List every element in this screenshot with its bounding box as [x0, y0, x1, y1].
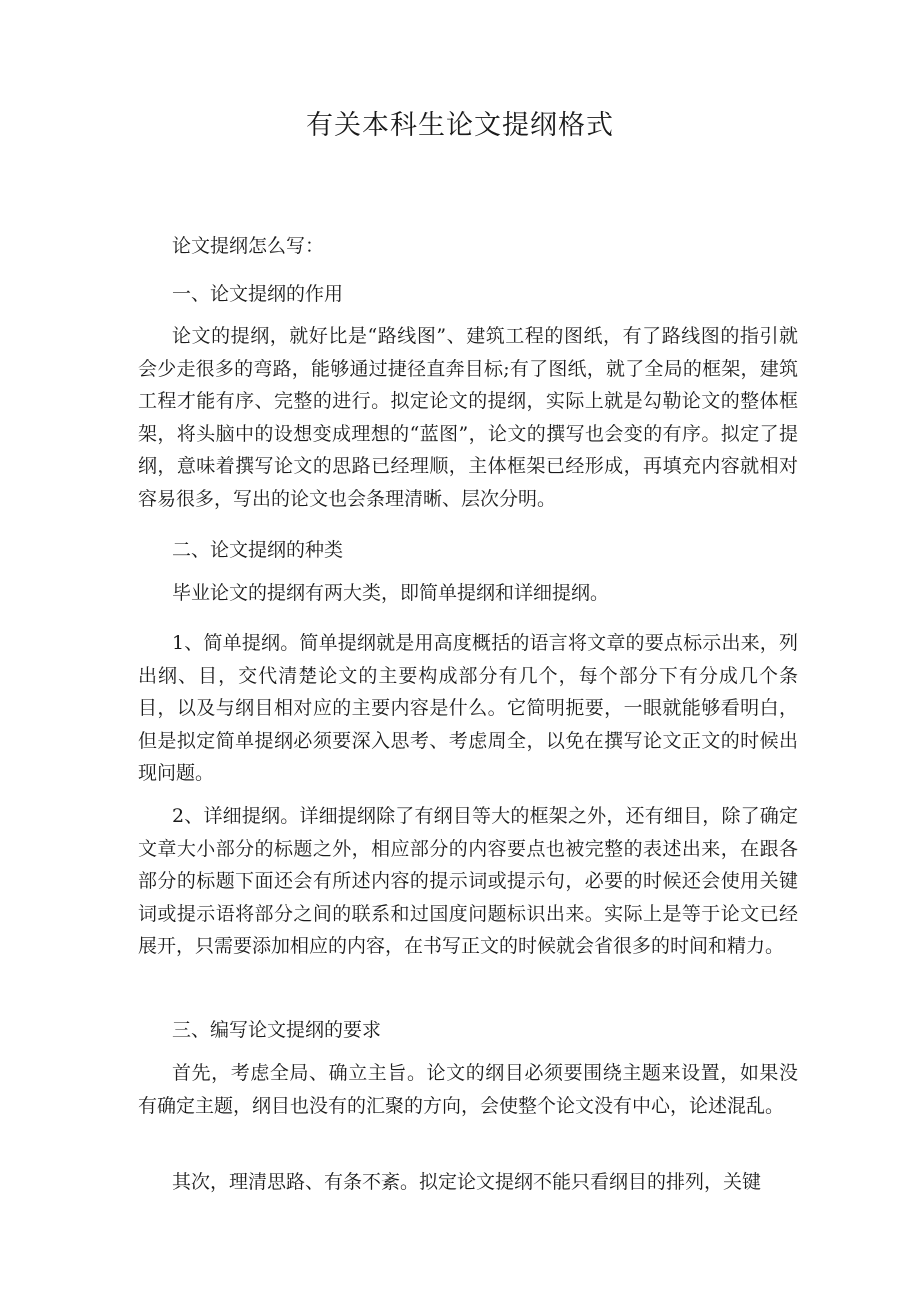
- paragraph-outline-types-intro: 毕业论文的提纲有两大类，即简单提纲和详细提纲。: [172, 582, 610, 604]
- intro-heading: 论文提纲怎么写：: [172, 235, 325, 257]
- paragraph-detailed-outline: 2、详细提纲。详细提纲除了有纲目等大的框架之外，还有细目，除了确定文章大小部分的标题之外，相应部分的内容要点也被完整的表述出来，在跟各部分的标题下面还会有所述内容的提示词或提示句，必要的时候还会使用关键词或提示语将部分之间的联系和过国度问题标识出来。实际上是等于论文已经展开，只需要添加相应的内容，在书写正文的时候就会省很多的时间和精力。: [138, 805, 798, 957]
- paragraph-role-of-outline: 论文的提纲，就好比是“路线图”、建筑工程的图纸，有了路线图的指引就会少走很多的弯路，能够通过捷径直奔目标;有了图纸，就了全局的框架，建筑工程才能有序、完整的进行。拟定论文的提纲，实际上就是勾勒论文的整体框架，将头脑中的设想变成理想的“蓝图”，论文的撰写也会变的有序。拟定了提纲，意味着撰写论文的思路已经理顺，主体框架已经形成，再填充内容就相对容易很多，写出的论文也会条理清晰、层次分明。: [138, 325, 798, 510]
- paragraph-simple-outline: 1、简单提纲。简单提纲就是用高度概括的语言将文章的要点标示出来，列出纲、目，交代清楚论文的主要构成部分有几个，每个部分下有分成几个条目，以及与纲目相对应的主要内容是什么。它简明扼要，一眼就能够看明白，但是拟定简单提纲必须要深入思考、考虑周全，以免在撰写论文正文的时候出现问题。: [138, 632, 798, 784]
- section-heading-3: 三、编写论文提纲的要求: [172, 1019, 382, 1041]
- paragraph-second-requirement: 其次，理清思路、有条不紊。拟定论文提纲不能只看纲目的排列，关键: [172, 1171, 762, 1193]
- section-heading-2: 二、论文提纲的种类: [172, 539, 344, 561]
- paragraph-first-requirement: 首先，考虑全局、确立主旨。论文的纲目必须要围绕主题来设置，如果没有确定主题，纲目也没有的汇聚的方向，会使整个论文没有中心，论述混乱。: [138, 1062, 798, 1117]
- section-heading-1: 一、论文提纲的作用: [172, 283, 344, 305]
- document-title: 有关本科生论文提纲格式: [306, 110, 614, 141]
